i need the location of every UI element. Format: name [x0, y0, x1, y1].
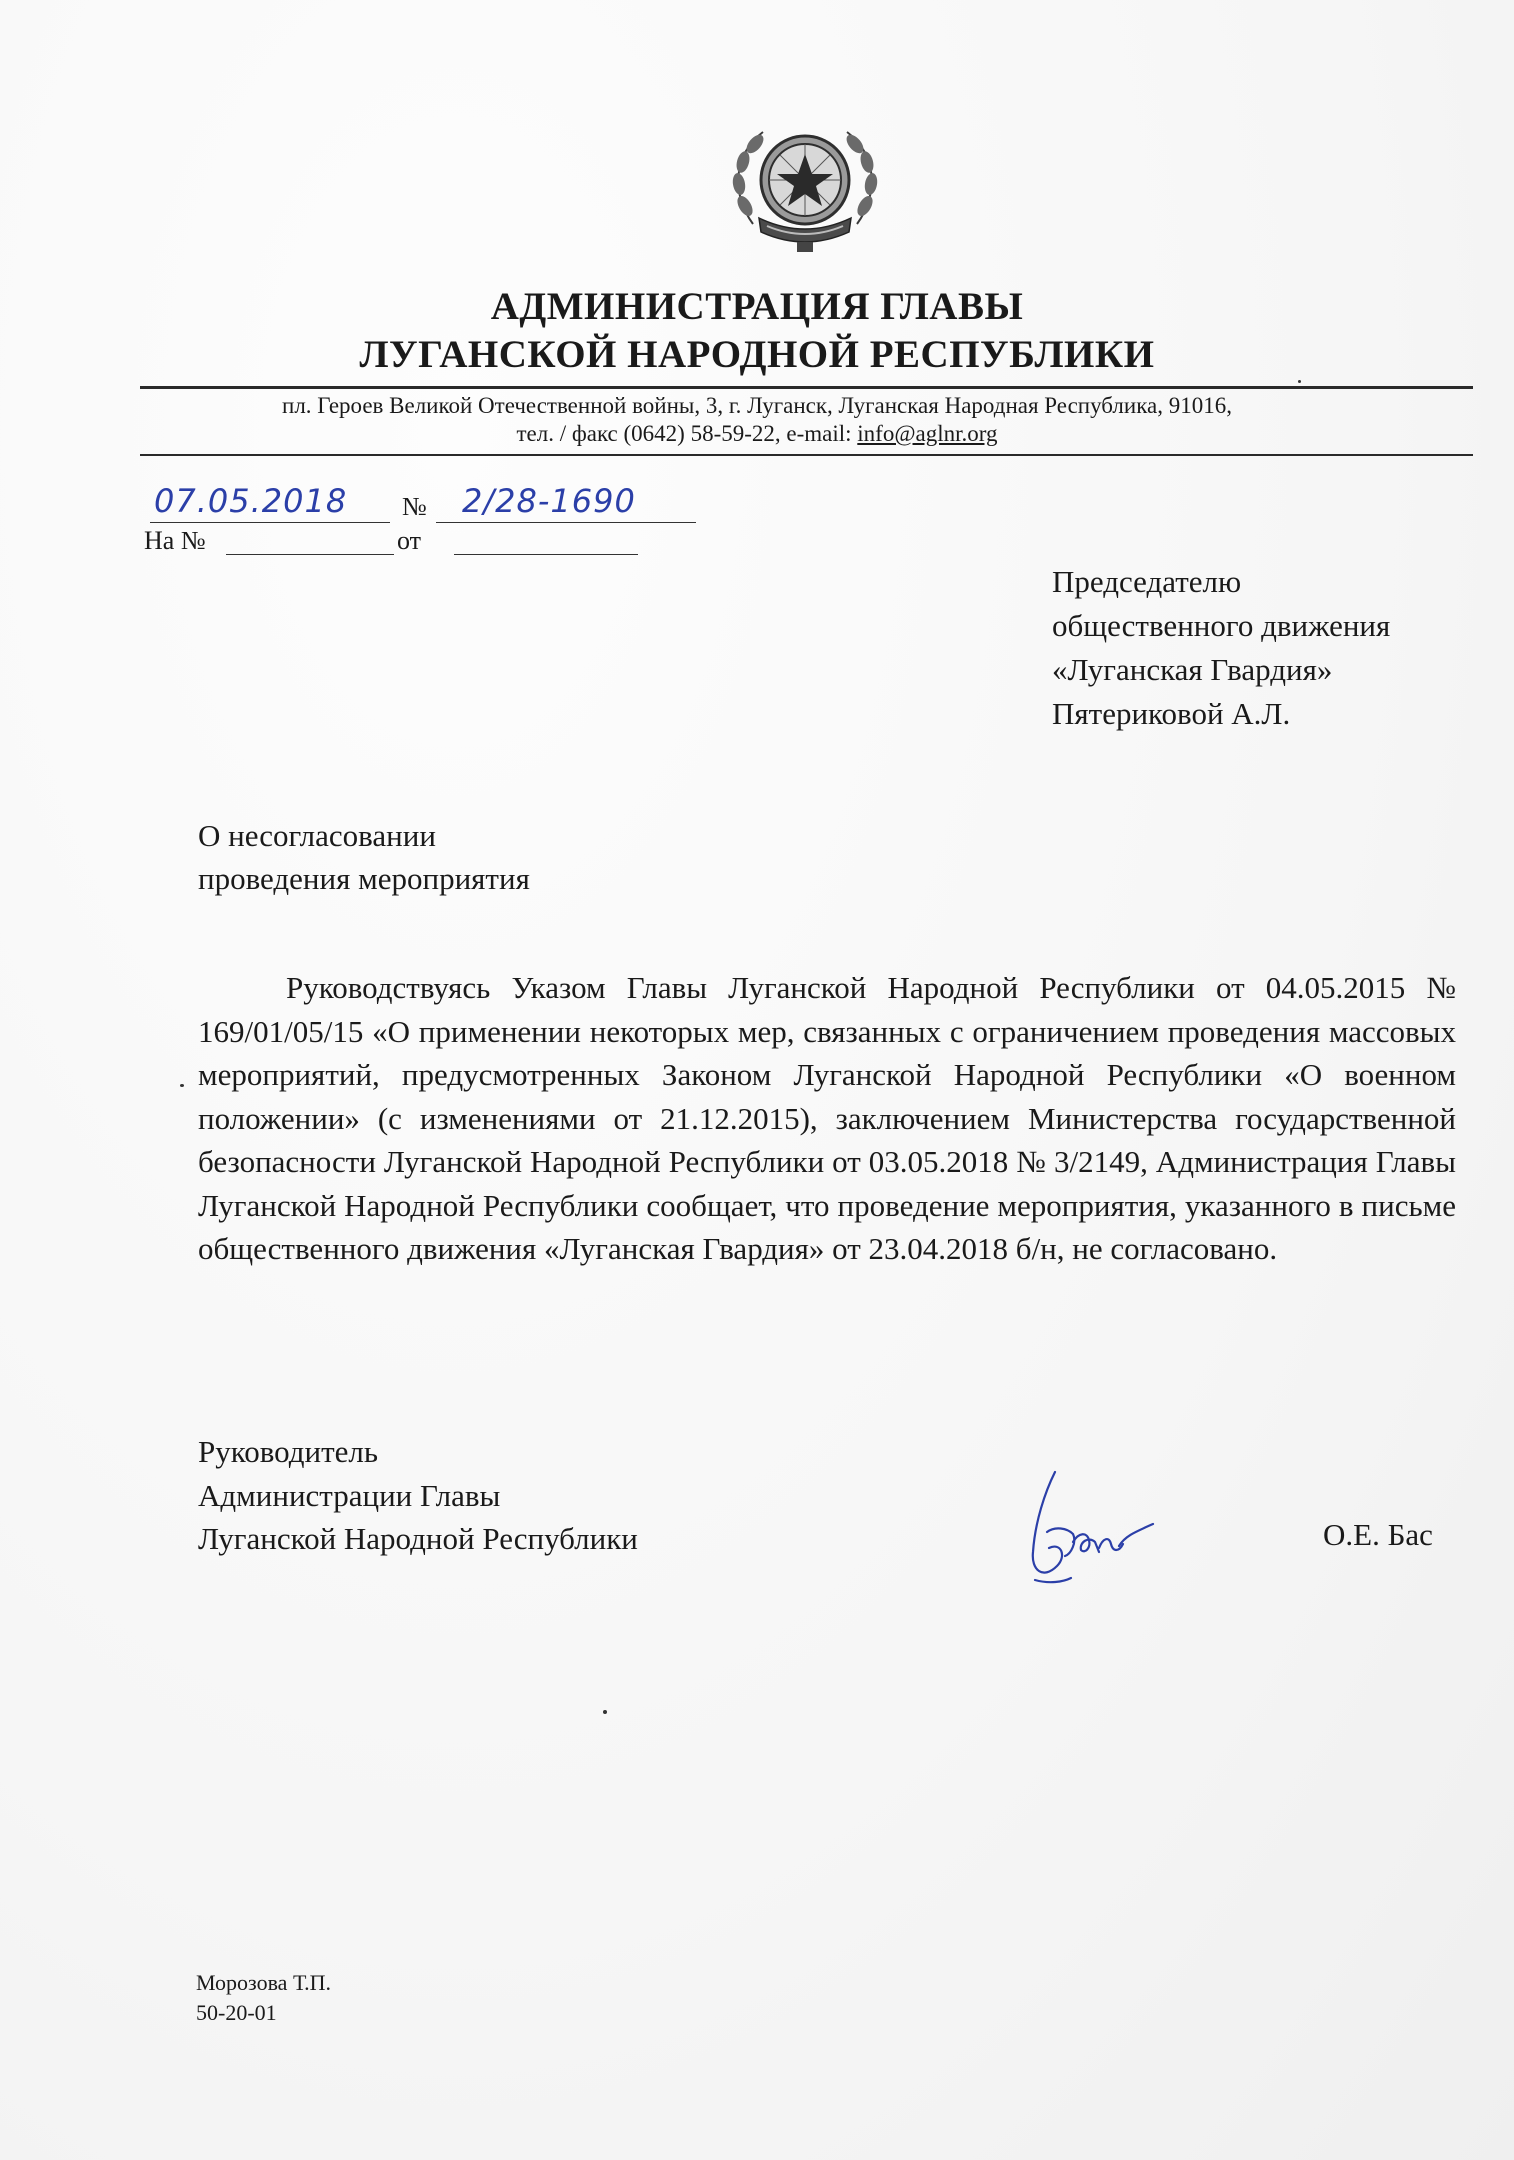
executor-name: Морозова Т.П. [196, 1970, 332, 1995]
organization-contacts [0, 421, 1514, 447]
signer-name: О.Е. Бас [1323, 1517, 1433, 1552]
signer-title-block [198, 1430, 638, 1561]
phone-fax: тел. / факс (0642) 58-59-22, e-mail: [516, 421, 858, 446]
addressee-line: «Луганская Гвардия» [1052, 652, 1333, 687]
header-divider-bottom [140, 454, 1473, 456]
executor-phone: 50-20-01 [196, 2000, 277, 2025]
registration-date-field [150, 482, 390, 523]
reply-to-blank [226, 554, 394, 555]
reply-from-blank [454, 554, 638, 555]
reply-from-label: от [397, 526, 422, 555]
organization-address: пл. Героев Великой Отечественной войны, 3, г. Луганск, Луганская Народная Республика, 91016, [282, 393, 1232, 418]
subject-line: проведения мероприятия [198, 861, 530, 896]
executor-block [196, 1968, 331, 2028]
letter-body: Руководствуясь Указом Главы Луганской Народной Республики от 04.05.2015 № 169/01/05/15 «О применении некоторых мер, связанных с ограничением проведения массовых мероприятий, предусмотренных Законом Луганской Народной Республики «О военном положении» (с изменениями от 21.12.2015), заключением Министерства государственной безопасности Луганской Народной Республики от 03.05.2018 № 3/2149, Администрация Главы Луганской Народной Республики сообщает, что проведение мероприятия, указанного в письме общественного движения «Луганская Гвардия» от 23.04.2018 б/н, не согласовано. [198, 970, 1456, 1266]
addressee-block [1052, 560, 1390, 736]
paper-speck [603, 1710, 607, 1714]
paper-speck [180, 1084, 184, 1087]
registration-number: 2/28-1690 [462, 482, 636, 520]
header-divider-top [140, 386, 1473, 389]
signer-title-line: Руководитель [198, 1434, 379, 1469]
registration-date: 07.05.2018 [154, 482, 348, 520]
paper-speck [1298, 380, 1301, 383]
organization-name-line2: ЛУГАНСКОЙ НАРОДНОЙ РЕСПУБЛИКИ [359, 333, 1155, 376]
addressee-line: Председателю [1052, 564, 1242, 599]
registration-number-field [436, 482, 696, 523]
handwritten-signature [1015, 1462, 1165, 1592]
addressee-line: Пятериковой А.Л. [1052, 696, 1291, 731]
registration-number-label: № [402, 492, 427, 521]
signer-title-line: Администрации Главы [198, 1477, 501, 1513]
email-link[interactable]: info@aglnr.org [857, 421, 998, 446]
addressee-line: общественного движения [1052, 608, 1391, 643]
reply-to-label: На № [144, 526, 206, 555]
coat-of-arms-emblem [723, 114, 887, 262]
signer-title-line: Луганской Народной Республики [198, 1521, 638, 1556]
letter-subject [198, 814, 530, 900]
organization-name-line1: АДМИНИСТРАЦИЯ ГЛАВЫ [490, 285, 1024, 328]
subject-line: О несогласовании [198, 818, 436, 853]
